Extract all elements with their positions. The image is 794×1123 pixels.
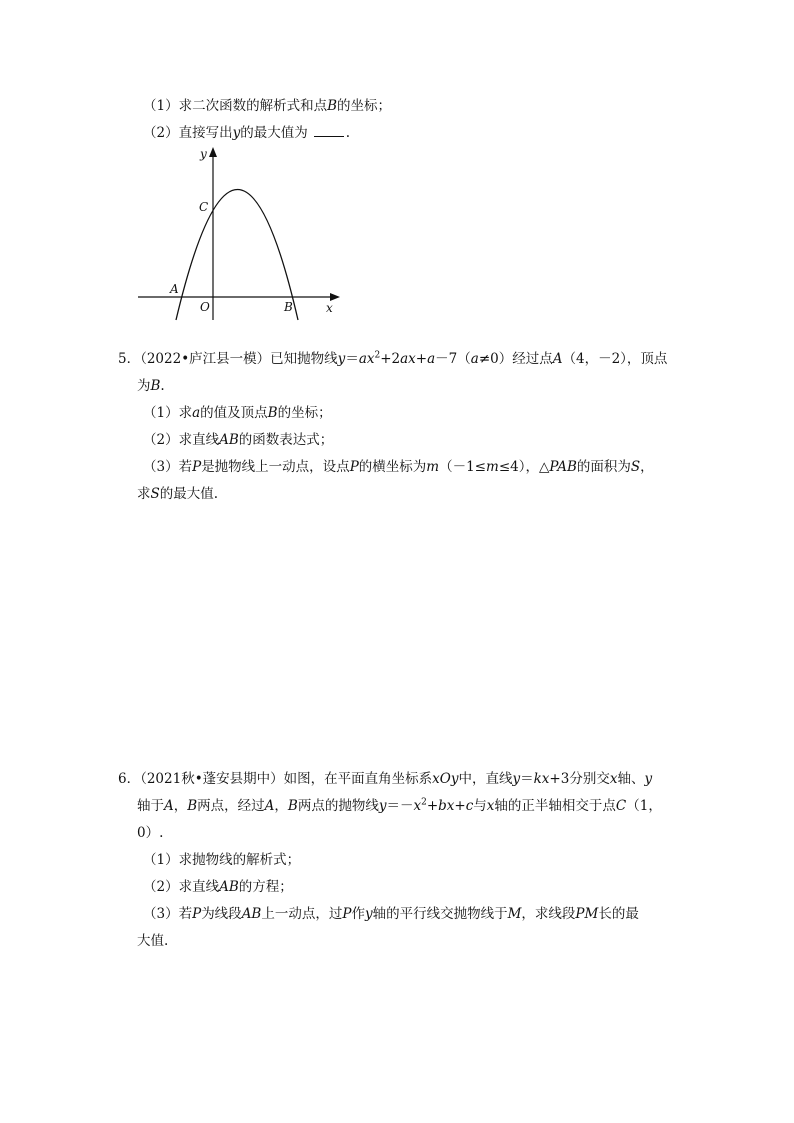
label-o: O: [200, 300, 210, 314]
x-axis-arrow: [330, 293, 340, 301]
q5-part2: （2）求直线AB的函数表达式；: [143, 432, 334, 448]
q4-part2: （2）直接写出y的最大值为 .: [143, 125, 351, 141]
y-axis-arrow: [209, 147, 217, 157]
q5-stem-line2: 为B.: [137, 378, 165, 394]
label-a: A: [170, 282, 179, 296]
q6-stem-line3: 0）.: [137, 825, 164, 841]
label-x: x: [326, 301, 333, 315]
parabola-graph: [130, 142, 345, 322]
answer-blank: [314, 124, 344, 137]
q6-part3-line2: 大值.: [137, 933, 169, 949]
label-c: C: [199, 200, 209, 214]
q5-part3-line1: （3）若P是抛物线上一动点，设点P的横坐标为m（－1≤m≤4），△PAB的面积为S，: [143, 459, 654, 475]
parabola-curve: [176, 190, 298, 321]
q6-part2: （2）求直线AB的方程；: [143, 879, 293, 895]
q4-part1: （1）求二次函数的解析式和点B的坐标；: [143, 98, 392, 114]
q6-part3-line1: （3）若P为线段AB上一动点，过P作y轴的平行线交抛物线于M，求线段PM长的最: [143, 906, 639, 922]
label-b: B: [284, 300, 293, 314]
q5-stem-line1: 5．（2022•庐江县一模）已知抛物线$y=ax^2+2ax+a-7(a\ne 0)$经过点A（4，－2），顶点: [118, 350, 668, 367]
q6-stem-line2: 轴于A，B两点，经过A，B两点的抛物线$y=-x^2+bx+c$与x轴的正半轴相交于点C（1，: [137, 797, 662, 814]
q5-part3-line2: 求S的最大值.: [137, 486, 219, 502]
q6-stem-line1: 6．（2021秋•蓬安县期中）如图，在平面直角坐标系xOy中，直线y＝kx+3分别交x轴、y: [118, 771, 653, 787]
label-y: y: [200, 147, 207, 161]
q5-part1: （1）求a的值及顶点B的坐标；: [143, 405, 332, 421]
q6-part1: （1）求抛物线的解析式；: [143, 852, 301, 868]
